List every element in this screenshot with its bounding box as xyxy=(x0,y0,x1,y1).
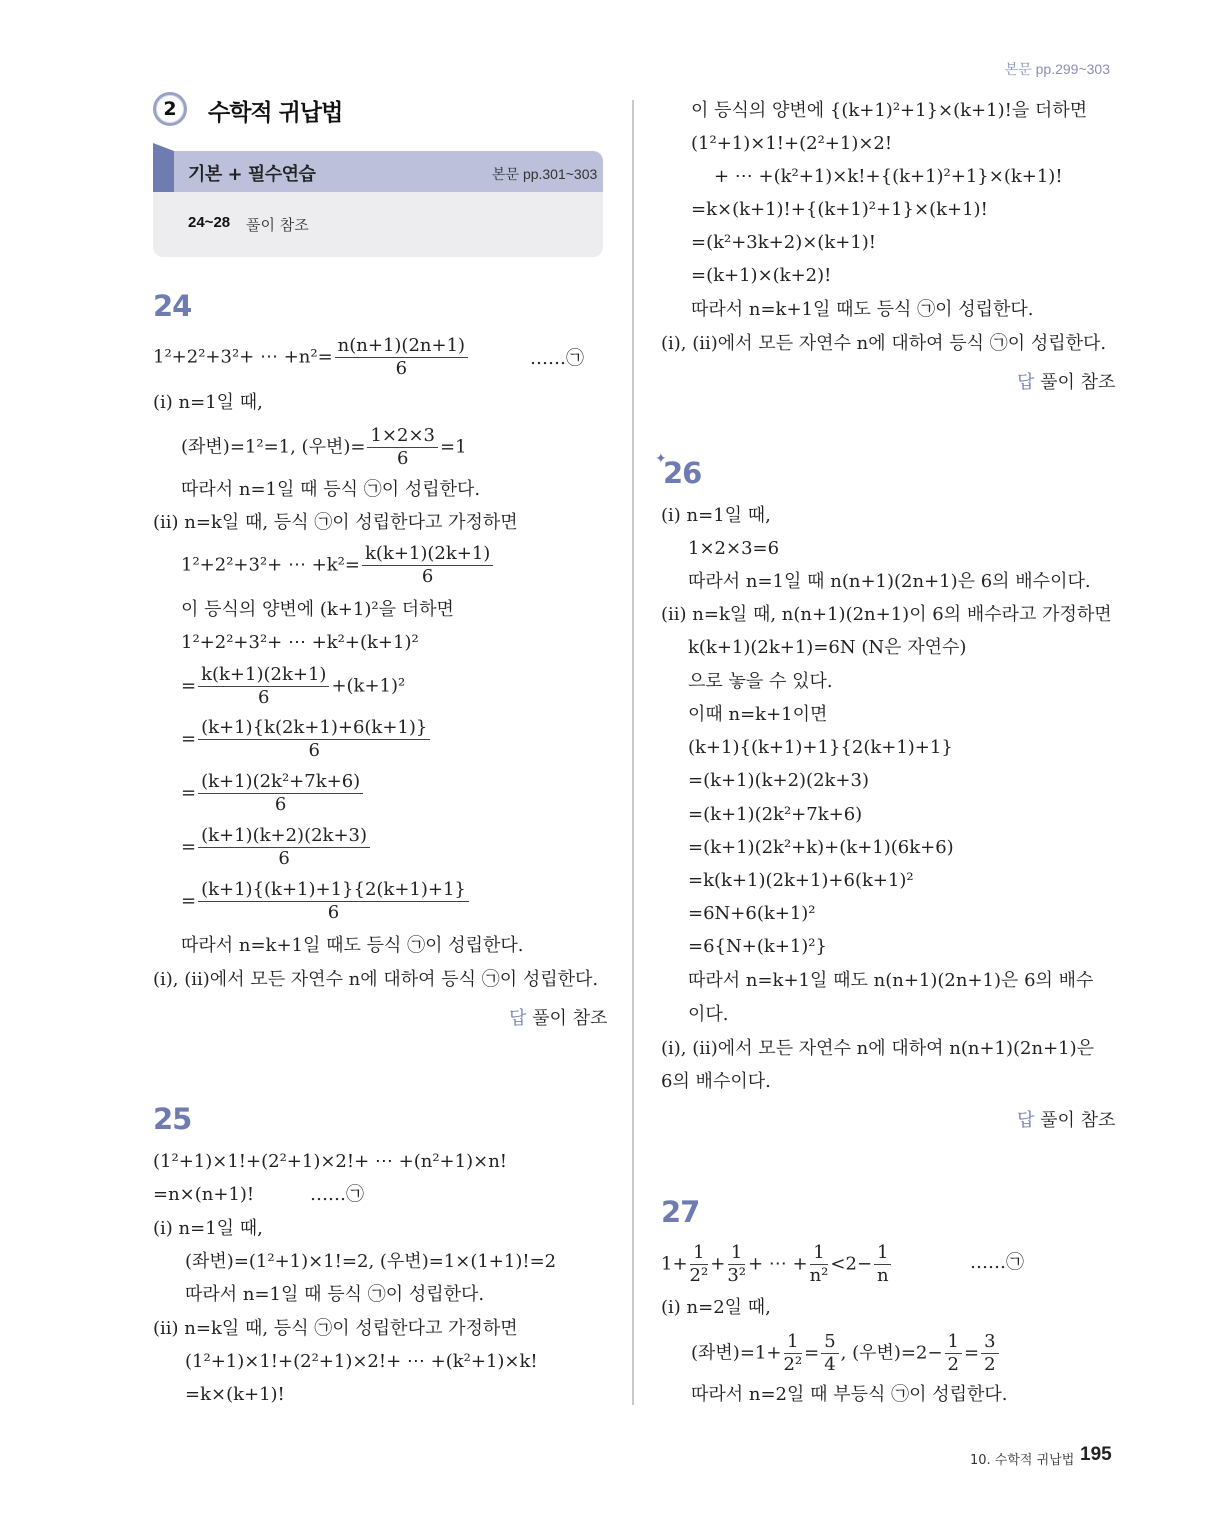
fraction xyxy=(783,1333,802,1374)
equation-text: + xyxy=(710,1253,726,1275)
problem-range: 24~28 xyxy=(188,214,231,231)
p26-line-2: 따라서 n=1일 때 n(n+1)(2n+1)은 6의 배수이다. xyxy=(688,571,1091,592)
equation-text: (좌변)=1²=1, (우변)= xyxy=(181,436,366,458)
denominator: 2² xyxy=(689,1265,709,1286)
numerator: 1 xyxy=(728,1244,745,1265)
p26-line-14: 따라서 n=k+1일 때도 n(n+1)(2n+1)은 6의 배수 xyxy=(688,970,1094,991)
p25-line-6: (1²+1)×1!+(2²+1)×2!+ ⋯ +(k²+1)×k! xyxy=(185,1351,538,1372)
p26-line-1: 1×2×3=6 xyxy=(688,538,780,559)
equation-text: + ⋯ + xyxy=(747,1253,808,1275)
fraction xyxy=(810,1244,829,1285)
numerator: (k+1){k(2k+1)+6(k+1)} xyxy=(198,719,430,740)
equation-text: = xyxy=(181,782,197,804)
denominator: 2 xyxy=(947,1354,959,1375)
problem-number-26: 26 xyxy=(663,456,702,490)
section-title: 수학적 귀납법 xyxy=(208,100,343,126)
fraction xyxy=(727,1244,746,1285)
denominator: 6 xyxy=(274,794,287,815)
problem-range-note: 풀이 참조 xyxy=(246,216,309,234)
denominator: 4 xyxy=(824,1354,836,1375)
p24-line-7: 1²+2²+3²+ ⋯ +k²+(k+1)² xyxy=(181,632,419,653)
basic-practice-title: 기본 + 필수연습 xyxy=(188,164,316,185)
problem-number-24: 24 xyxy=(153,289,192,323)
p26-line-0: (ⅰ) n=1일 때, xyxy=(661,505,771,526)
denominator: 6 xyxy=(278,848,290,869)
p26-line-10: =(k+1)(2k²+k)+(k+1)(6k+6) xyxy=(688,837,954,858)
p27-line-3: 따라서 n=2일 때 부등식 ㉠이 성립한다. xyxy=(691,1384,1008,1405)
numerator: k(k+1)(2k+1) xyxy=(362,545,493,566)
p26-line-6: 이때 n=k+1이면 xyxy=(688,704,828,725)
p25-line-14: 따라서 n=k+1일 때도 등식 ㉠이 성립한다. xyxy=(691,299,1034,320)
fraction xyxy=(198,719,430,760)
numerator: 1×2×3 xyxy=(367,427,438,448)
p27-line-0 xyxy=(661,1244,893,1285)
p25-line-4: 따라서 n=1일 때 등식 ㉠이 성립한다. xyxy=(185,1284,485,1305)
answer-text: 풀이 참조 xyxy=(1040,1110,1116,1131)
denominator: 6 xyxy=(396,448,409,469)
fraction xyxy=(198,827,370,868)
p24-line-13: 따라서 n=k+1일 때도 등식 ㉠이 성립한다. xyxy=(181,935,524,956)
p24-answer xyxy=(509,1004,607,1030)
p25-line-1: =n×(n+1)! xyxy=(153,1184,255,1205)
equation-marker: ……㉠ xyxy=(530,348,584,369)
denominator: 6 xyxy=(308,740,320,761)
numerator: 1 xyxy=(945,1333,962,1354)
p26-line-15: 이다. xyxy=(688,1004,729,1025)
p25-line-12: =(k²+3k+2)×(k+1)! xyxy=(691,232,877,253)
p26-line-7: (k+1){(k+1)+1}{2(k+1)+1} xyxy=(688,737,953,758)
p26-line-17: 6의 배수이다. xyxy=(661,1071,771,1092)
equation-marker: ……㉠ xyxy=(970,1252,1024,1273)
equation-text: = xyxy=(181,836,197,858)
p25-line-3: (좌변)=(1²+1)×1!=2, (우변)=1×(1+1)!=2 xyxy=(185,1251,557,1272)
numerator: (k+1)(k+2)(2k+3) xyxy=(198,827,370,848)
p24-line-12 xyxy=(181,881,471,922)
p26-line-13: =6{N+(k+1)²} xyxy=(688,936,827,957)
p24-line-1: (ⅰ) n=1일 때, xyxy=(153,392,263,413)
denominator: n² xyxy=(809,1265,829,1286)
p27-line-1: (ⅰ) n=2일 때, xyxy=(661,1297,771,1318)
equation-text: 1²+2²+3²+ ⋯ +k²= xyxy=(181,554,360,576)
fraction xyxy=(367,427,438,468)
equation-text: 1+ xyxy=(661,1253,688,1275)
p25-line-7: =k×(k+1)! xyxy=(185,1384,285,1405)
equation-marker: ……㉠ xyxy=(310,1184,364,1205)
star-icon: ✦ xyxy=(655,451,667,467)
problem-number-25: 25 xyxy=(153,1102,192,1136)
numerator: 5 xyxy=(821,1333,838,1354)
p25-line-8: 이 등식의 양변에 {(k+1)²+1}×(k+1)!을 더하면 xyxy=(691,100,1088,121)
p25-line-15: (ⅰ), (ⅱ)에서 모든 자연수 n에 대하여 등식 ㉠이 성립한다. xyxy=(661,333,1107,354)
numerator: (k+1){(k+1)+1}{2(k+1)+1} xyxy=(198,881,469,902)
denominator: 2² xyxy=(783,1354,803,1375)
equation-text: (좌변)=1+ xyxy=(691,1342,782,1364)
section-number-badge: 2 xyxy=(153,92,187,126)
numerator: 3 xyxy=(981,1333,998,1354)
p26-answer xyxy=(1017,1106,1115,1132)
answer-text: 풀이 참조 xyxy=(1040,372,1116,393)
p26-line-4: k(k+1)(2k+1)=6N (N은 자연수) xyxy=(688,637,967,658)
answer-label: 답 xyxy=(1017,372,1035,393)
numerator: n(n+1)(2n+1) xyxy=(335,337,468,358)
p25-line-10: + ⋯ +(k²+1)×k!+{(k+1)²+1}×(k+1)! xyxy=(714,166,1063,187)
page-reference: 본문 pp.299~303 xyxy=(1004,61,1110,77)
fraction xyxy=(874,1244,891,1285)
bookmark-flag-icon xyxy=(153,143,174,192)
denominator: n xyxy=(876,1265,889,1286)
equation-text: <2− xyxy=(830,1253,873,1275)
p24-line-4: (ⅱ) n=k일 때, 등식 ㉠이 성립한다고 가정하면 xyxy=(153,512,518,533)
denominator: 6 xyxy=(327,902,340,923)
p25-line-0: (1²+1)×1!+(2²+1)×2!+ ⋯ +(n²+1)×n! xyxy=(153,1151,508,1172)
p24-line-0 xyxy=(153,337,470,378)
p24-line-11 xyxy=(181,827,372,868)
page-number: 195 xyxy=(1080,1444,1112,1465)
p26-line-11: =k(k+1)(2k+1)+6(k+1)² xyxy=(688,870,914,891)
p24-line-2 xyxy=(181,427,467,468)
answer-label: 답 xyxy=(509,1008,527,1029)
equation-text: = xyxy=(181,728,197,750)
numerator: k(k+1)(2k+1) xyxy=(198,666,329,687)
fraction xyxy=(690,1244,709,1285)
equation-text: = xyxy=(804,1342,820,1364)
numerator: (k+1)(2k²+7k+6) xyxy=(198,773,363,794)
p25-line-9: (1²+1)×1!+(2²+1)×2! xyxy=(691,133,893,154)
p25-answer xyxy=(1017,368,1115,394)
denominator: 6 xyxy=(421,566,434,587)
denominator: 6 xyxy=(395,358,408,379)
fraction xyxy=(198,881,469,922)
footer-chapter: 10. 수학적 귀납법 xyxy=(970,1453,1075,1468)
answer-text: 풀이 참조 xyxy=(532,1008,608,1029)
p27-line-2 xyxy=(691,1333,1001,1374)
equation-text: , (우변)=2− xyxy=(840,1342,943,1364)
fraction xyxy=(945,1333,962,1374)
equation-text: = xyxy=(964,1342,980,1364)
equation-text: = xyxy=(181,675,197,697)
p26-line-9: =(k+1)(2k²+7k+6) xyxy=(688,804,863,825)
fraction xyxy=(198,773,363,814)
p25-line-13: =(k+1)×(k+2)! xyxy=(691,265,832,286)
p24-line-9 xyxy=(181,719,432,760)
denominator: 2 xyxy=(984,1354,996,1375)
p26-line-5: 으로 놓을 수 있다. xyxy=(688,671,833,692)
denominator: 3² xyxy=(727,1265,746,1286)
p26-line-8: =(k+1)(k+2)(2k+3) xyxy=(688,770,869,791)
numerator: 1 xyxy=(784,1333,801,1354)
p26-line-16: (ⅰ), (ⅱ)에서 모든 자연수 n에 대하여 n(n+1)(2n+1)은 xyxy=(661,1038,1095,1059)
column-divider xyxy=(632,100,634,1405)
p26-line-12: =6N+6(k+1)² xyxy=(688,903,816,924)
numerator: 1 xyxy=(874,1244,891,1265)
equation-tail: +(k+1)² xyxy=(331,675,406,697)
answer-label: 답 xyxy=(1017,1110,1035,1131)
problem-number-27: 27 xyxy=(661,1195,700,1229)
p24-line-3: 따라서 n=1일 때 등식 ㉠이 성립한다. xyxy=(181,479,481,500)
fraction xyxy=(981,1333,998,1374)
numerator: 1 xyxy=(810,1244,827,1265)
p25-line-2: (ⅰ) n=1일 때, xyxy=(153,1218,263,1239)
p24-line-8 xyxy=(181,666,405,707)
fraction xyxy=(198,666,329,707)
p24-line-10 xyxy=(181,773,365,814)
p24-line-6: 이 등식의 양변에 (k+1)²을 더하면 xyxy=(181,599,454,620)
p26-line-3: (ⅱ) n=k일 때, n(n+1)(2n+1)이 6의 배수라고 가정하면 xyxy=(661,604,1112,625)
numerator: 1 xyxy=(690,1244,707,1265)
p25-line-11: =k×(k+1)!+{(k+1)²+1}×(k+1)! xyxy=(691,199,988,220)
fraction xyxy=(335,337,468,378)
p24-line-14: (ⅰ), (ⅱ)에서 모든 자연수 n에 대하여 등식 ㉠이 성립한다. xyxy=(153,969,599,990)
p24-line-5 xyxy=(181,545,495,586)
equation-tail: =1 xyxy=(439,436,467,458)
p25-line-5: (ⅱ) n=k일 때, 등식 ㉠이 성립한다고 가정하면 xyxy=(153,1318,518,1339)
equation-text: = xyxy=(181,890,197,912)
fraction xyxy=(821,1333,838,1374)
denominator: 6 xyxy=(258,687,270,708)
basic-practice-page-ref: 본문 pp.301~303 xyxy=(492,166,598,182)
fraction xyxy=(362,545,493,586)
equation-text: 1²+2²+3²+ ⋯ +n²= xyxy=(153,346,333,368)
